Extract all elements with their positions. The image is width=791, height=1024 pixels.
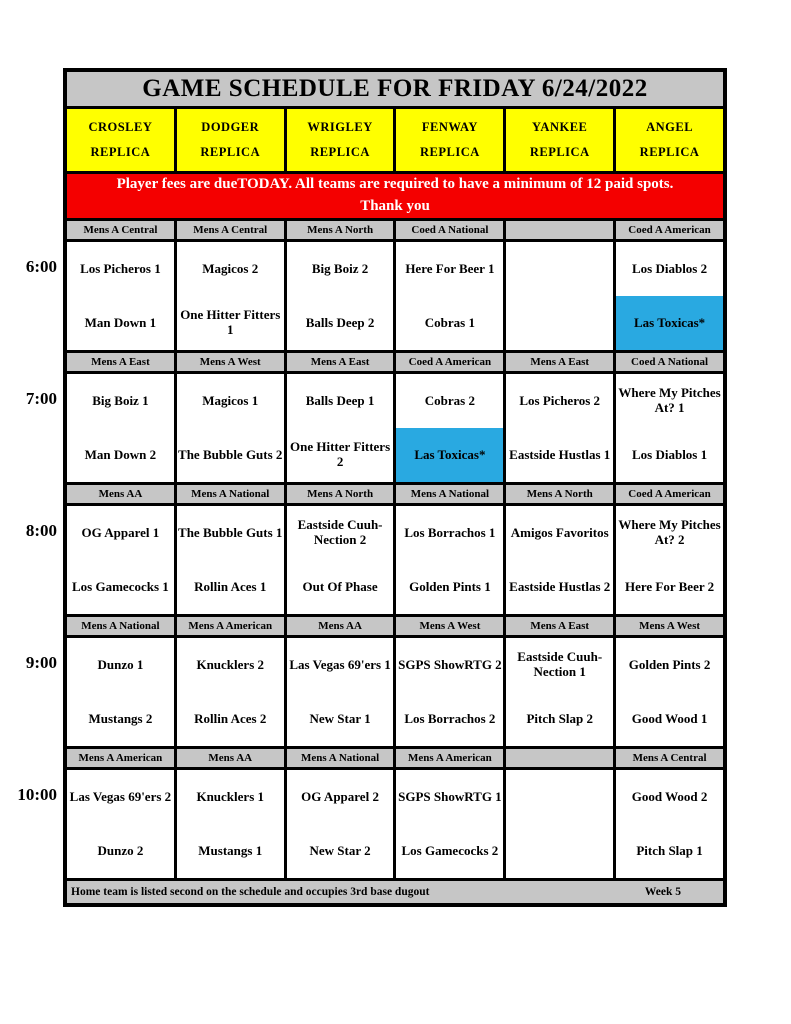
footer-row xyxy=(67,881,723,903)
division-label: Mens A North xyxy=(287,485,397,503)
away-team: Good Wood 2 xyxy=(631,788,708,804)
home-team: Mustangs 1 xyxy=(198,842,263,858)
away-team: Here For Beer 1 xyxy=(405,260,495,276)
fee-notice-line2: Thank you xyxy=(360,198,430,214)
footer-note: Home team is listed second on the schedule and occupies 3rd base dugout xyxy=(71,886,430,898)
home-team: Los Gamecocks 1 xyxy=(72,578,169,594)
home-team: Los Diablos 1 xyxy=(631,446,708,462)
division-label: Mens A East xyxy=(506,353,616,371)
division-label: Mens A East xyxy=(506,617,616,635)
game-cell xyxy=(616,242,723,350)
home-team: New Star 1 xyxy=(309,710,371,726)
game-cell xyxy=(67,770,177,878)
home-team: Eastside Hustlas 2 xyxy=(509,578,611,594)
away-team xyxy=(506,242,613,296)
field-header-angel xyxy=(616,109,723,171)
game-cell xyxy=(506,638,616,746)
division-label: Mens A West xyxy=(396,617,506,635)
division-label: Mens AA xyxy=(287,617,397,635)
home-team: Las Toxicas* xyxy=(616,296,723,350)
away-team: Knucklers 2 xyxy=(196,656,265,672)
game-cell xyxy=(177,638,287,746)
away-team: Big Boiz 1 xyxy=(92,392,149,408)
division-row xyxy=(67,485,723,506)
field-header-dodger xyxy=(177,109,287,171)
home-team: Here For Beer 2 xyxy=(624,578,715,594)
division-label: Mens A West xyxy=(616,617,723,635)
away-team: SGPS ShowRTG 2 xyxy=(398,656,502,672)
home-team: One Hitter Fitters 2 xyxy=(290,439,391,469)
game-cell xyxy=(396,242,506,350)
home-team: Man Down 2 xyxy=(84,446,157,462)
game-cell xyxy=(506,242,616,350)
field-sub: REPLICA xyxy=(639,145,700,160)
division-label: Mens AA xyxy=(177,749,287,767)
division-label: Mens A American xyxy=(396,749,506,767)
division-label: Coed A American xyxy=(396,353,506,371)
field-sub: REPLICA xyxy=(420,145,480,160)
away-team: Amigos Favoritos xyxy=(510,524,609,540)
time-label: 10:00 xyxy=(17,785,57,804)
away-team: Los Borrachos 1 xyxy=(404,524,496,540)
away-team: Los Diablos 2 xyxy=(631,260,708,276)
away-team: SGPS ShowRTG 1 xyxy=(398,788,502,804)
week-label: Week 5 xyxy=(644,886,681,898)
field-header-wrigley xyxy=(287,109,397,171)
away-team: Golden Pints 2 xyxy=(628,656,711,672)
field-sub: REPLICA xyxy=(310,145,370,160)
teams-row xyxy=(67,770,723,881)
division-row xyxy=(67,221,723,242)
away-team: Knucklers 1 xyxy=(196,788,265,804)
game-cell xyxy=(177,374,287,482)
division-label: Mens A East xyxy=(67,353,177,371)
home-team: Cobras 1 xyxy=(424,314,475,330)
away-team: Cobras 2 xyxy=(424,392,475,408)
field-sub: REPLICA xyxy=(200,145,261,160)
home-team xyxy=(506,824,613,878)
home-team: Pitch Slap 2 xyxy=(526,710,593,726)
fee-notice-banner xyxy=(67,174,723,221)
home-team: Mustangs 2 xyxy=(88,710,153,726)
away-team: Where My Pitches At? 2 xyxy=(618,517,721,547)
game-cell xyxy=(396,506,506,614)
game-cell xyxy=(177,770,287,878)
home-team: Good Wood 1 xyxy=(631,710,708,726)
division-label: Coed A American xyxy=(616,485,723,503)
teams-row xyxy=(67,374,723,485)
field-name: ANGEL xyxy=(646,119,694,134)
away-team: Where My Pitches At? 1 xyxy=(618,385,721,415)
game-cell xyxy=(287,638,397,746)
home-team: Rollin Aces 1 xyxy=(194,578,267,594)
home-team: Pitch Slap 1 xyxy=(636,842,703,858)
time-label: 9:00 xyxy=(25,653,57,672)
game-cell xyxy=(287,506,397,614)
division-label: Mens A Central xyxy=(616,749,723,767)
field-name: WRIGLEY xyxy=(307,119,373,134)
home-team: Los Gamecocks 2 xyxy=(401,842,499,858)
teams-row xyxy=(67,638,723,749)
away-team: Magicos 2 xyxy=(202,260,259,276)
home-team xyxy=(506,296,613,350)
fields-header-row xyxy=(67,109,723,174)
division-label: Mens AA xyxy=(67,485,177,503)
schedule-table xyxy=(63,68,727,907)
fee-notice-line1: Player fees are dueTODAY. All teams are required to have a minimum of 12 paid spots. xyxy=(116,176,674,193)
game-cell xyxy=(177,242,287,350)
home-team: Los Borrachos 2 xyxy=(404,710,496,726)
game-cell xyxy=(67,506,177,614)
home-team: Rollin Aces 2 xyxy=(194,710,267,726)
schedule-grid xyxy=(67,221,723,881)
game-cell xyxy=(287,770,397,878)
home-team: Eastside Hustlas 1 xyxy=(509,446,611,462)
field-sub: REPLICA xyxy=(90,145,151,160)
game-cell xyxy=(177,506,287,614)
home-team: New Star 2 xyxy=(309,842,371,858)
home-team: Golden Pints 1 xyxy=(409,578,491,594)
away-team: Eastside Cuuh-Nection 2 xyxy=(297,517,383,547)
time-label: 7:00 xyxy=(25,389,57,408)
teams-row xyxy=(67,506,723,617)
home-team: Las Toxicas* xyxy=(396,428,503,482)
field-name: FENWAY xyxy=(421,119,478,134)
away-team: OG Apparel 1 xyxy=(81,524,160,540)
division-label: Mens A American xyxy=(177,617,287,635)
away-team: Los Picheros 1 xyxy=(80,260,161,276)
division-row xyxy=(67,749,723,770)
field-name: YANKEE xyxy=(532,119,588,134)
away-team: The Bubble Guts 1 xyxy=(178,524,283,540)
home-team: Balls Deep 2 xyxy=(305,314,375,330)
division-label xyxy=(506,749,616,767)
game-cell xyxy=(616,770,723,878)
division-label: Mens A National xyxy=(177,485,287,503)
game-cell xyxy=(396,638,506,746)
game-cell xyxy=(67,638,177,746)
game-cell xyxy=(616,506,723,614)
home-team: Out Of Phase xyxy=(302,578,378,594)
time-label: 6:00 xyxy=(25,257,57,276)
time-label: 8:00 xyxy=(25,521,57,540)
away-team: Big Boiz 2 xyxy=(311,260,369,276)
division-label: Mens A East xyxy=(287,353,397,371)
division-label: Mens A North xyxy=(287,221,397,239)
home-team: Man Down 1 xyxy=(84,314,157,330)
field-header-crosley xyxy=(67,109,177,171)
away-team: Eastside Cuuh-Nection 1 xyxy=(517,649,603,679)
game-cell xyxy=(396,770,506,878)
away-team: Las Vegas 69'ers 2 xyxy=(69,788,172,804)
division-label: Mens A North xyxy=(506,485,616,503)
away-team: Balls Deep 1 xyxy=(305,392,375,408)
away-team: Los Picheros 2 xyxy=(519,392,601,408)
division-label: Mens A American xyxy=(67,749,177,767)
home-team: The Bubble Guts 2 xyxy=(178,446,283,462)
away-team: Dunzo 1 xyxy=(97,656,144,672)
game-cell xyxy=(616,638,723,746)
game-cell xyxy=(506,374,616,482)
division-label xyxy=(506,221,616,239)
division-row xyxy=(67,617,723,638)
division-label: Mens A West xyxy=(177,353,287,371)
field-name: DODGER xyxy=(201,119,260,134)
game-cell xyxy=(287,374,397,482)
division-label: Coed A National xyxy=(396,221,506,239)
field-header-yankee xyxy=(506,109,616,171)
division-label: Mens A Central xyxy=(177,221,287,239)
division-label: Mens A Central xyxy=(67,221,177,239)
game-cell xyxy=(506,770,616,878)
away-team xyxy=(506,770,613,824)
division-label: Mens A National xyxy=(396,485,506,503)
teams-row xyxy=(67,242,723,353)
away-team: OG Apparel 2 xyxy=(301,788,379,804)
home-team: Dunzo 2 xyxy=(97,842,144,858)
division-label: Coed A American xyxy=(616,221,723,239)
field-name: CROSLEY xyxy=(88,119,153,134)
field-header-fenway xyxy=(396,109,506,171)
division-label: Mens A National xyxy=(67,617,177,635)
division-label: Coed A National xyxy=(616,353,723,371)
away-team: Magicos 1 xyxy=(202,392,259,408)
game-cell xyxy=(396,374,506,482)
game-cell xyxy=(67,374,177,482)
game-cell xyxy=(506,506,616,614)
home-team: One Hitter Fitters 1 xyxy=(180,307,281,337)
game-cell xyxy=(67,242,177,350)
game-cell xyxy=(287,242,397,350)
page-title: GAME SCHEDULE FOR FRIDAY 6/24/2022 xyxy=(67,72,723,109)
away-team: Las Vegas 69'ers 1 xyxy=(289,656,391,672)
field-sub: REPLICA xyxy=(529,145,590,160)
division-row xyxy=(67,353,723,374)
division-label: Mens A National xyxy=(287,749,397,767)
game-cell xyxy=(616,374,723,482)
